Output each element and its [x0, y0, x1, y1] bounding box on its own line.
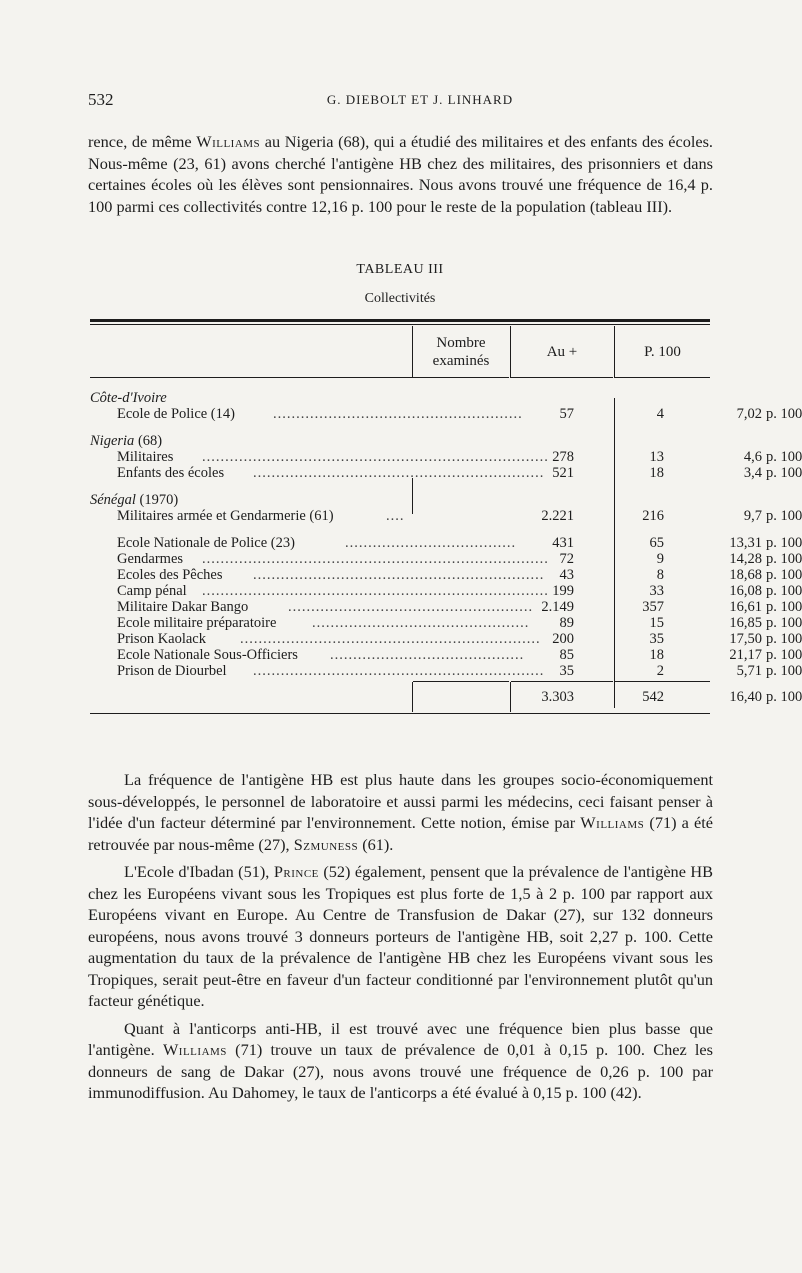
table-row: [90, 631, 802, 648]
cell-unit: p. 100: [766, 599, 802, 615]
cell-au: 18: [649, 465, 664, 481]
row-label: Militaires: [117, 449, 174, 465]
leader-dots: ...........................................................................: [202, 449, 549, 465]
cell-au: 65: [649, 535, 664, 551]
intro-text-3: enfants des écoles. Nous-même (23, 61) avons cherché l'antigène HB chez des militaires, des prisonniers et dans certaines écoles où les élèves sont pensionnaires. Nous avons trouvé une fréquence de 16,4 p. 100 parmi ces collectivités contre 12,16 p. 100 pour le reste de la population (tableau III).: [88, 132, 713, 216]
cell-unit: p. 100: [766, 647, 802, 663]
intro-text-2: au Nigeria (68), qui a étudié des militaires et des: [264, 132, 586, 151]
table-top-rule: [90, 319, 710, 322]
cell-au: 216: [642, 508, 664, 524]
intro-text-1: rence, de même: [88, 132, 192, 151]
row-label: Militaires armée et Gendarmerie (61): [117, 508, 334, 524]
author-ref: Williams: [580, 813, 645, 832]
cell-p: 9,7: [743, 508, 762, 524]
cell-p: 4,6: [743, 449, 762, 465]
cell-nombre: 43: [559, 567, 574, 583]
cell-p: 3,4: [743, 465, 762, 481]
leader-dots: ...............................................................: [253, 465, 545, 481]
cell-nombre: 278: [552, 449, 574, 465]
cell-unit: p. 100: [766, 583, 802, 599]
total-nombre: 3.303: [541, 689, 574, 705]
group-name: Côte-d'Ivoire: [90, 390, 167, 406]
cell-unit: p. 100: [766, 663, 802, 679]
leader-dots: ...........................................................................: [202, 551, 549, 567]
row-label: Prison Kaolack: [117, 631, 206, 647]
author-ref: Williams: [162, 1040, 227, 1059]
cell-p: 18,68: [729, 567, 762, 583]
row-label: Militaire Dakar Bango: [117, 599, 249, 615]
header-nombre: [413, 334, 509, 370]
cell-nombre: 35: [559, 663, 574, 679]
cell-au: 33: [649, 583, 664, 599]
table-bottom-rule: [90, 713, 710, 714]
cell-unit: p. 100: [766, 615, 802, 631]
row-label: Camp pénal: [117, 583, 187, 599]
table-row: [90, 406, 802, 423]
table-row: [90, 465, 802, 482]
cell-nombre: 89: [559, 615, 574, 631]
row-label: Prison de Diourbel: [117, 663, 227, 679]
cell-au: 35: [649, 631, 664, 647]
cell-nombre: 521: [552, 465, 574, 481]
leader-dots: ....: [386, 508, 405, 524]
author-ref: Prince: [273, 862, 319, 881]
total-rule-c: [511, 681, 613, 682]
leader-dots: .................................................................: [240, 631, 541, 647]
cell-p: 13,31: [729, 535, 762, 551]
table-row: [90, 647, 802, 664]
group-name: Sénégal: [90, 492, 136, 508]
cell-unit: p. 100: [766, 465, 802, 481]
table-row: [90, 599, 802, 616]
header-p100: P. 100: [644, 344, 681, 360]
cell-p: 16,61: [729, 599, 762, 615]
cell-unit: p. 100: [766, 567, 802, 583]
intro-paragraph: [88, 131, 713, 217]
cell-p: 17,50: [729, 631, 762, 647]
cell-p: 16,85: [729, 615, 762, 631]
table-row: [90, 615, 802, 632]
row-label: Ecoles des Pêches: [117, 567, 223, 583]
running-head: [0, 92, 800, 108]
cell-au: 4: [656, 406, 664, 422]
table-row: [90, 567, 802, 584]
cell-p: 16,08: [729, 583, 762, 599]
leader-dots: .....................................................: [288, 599, 534, 615]
cell-au: 2: [656, 663, 664, 679]
author-ref: Williams: [196, 132, 261, 151]
table-row: [90, 663, 802, 680]
header-rule-a: [90, 377, 412, 378]
cell-unit: p. 100: [766, 406, 802, 422]
row-label: Ecole militaire préparatoire: [117, 615, 277, 631]
cell-au: 8: [656, 567, 664, 583]
page-number: 532: [88, 90, 114, 109]
author-ref: Szmuness: [293, 834, 359, 854]
cell-unit: p. 100: [766, 508, 802, 524]
cell-unit: p. 100: [766, 449, 802, 465]
total-rule-d: [615, 681, 710, 682]
cell-p: 7,02: [736, 406, 762, 422]
running-head-text: G. DIEBOLT ET J. LINHARD: [326, 92, 514, 107]
cell-nombre: 85: [559, 647, 574, 663]
total-au: 542: [642, 689, 664, 705]
table-row: [90, 535, 802, 552]
body-text: [88, 769, 713, 1104]
row-label: Enfants des écoles: [117, 465, 225, 481]
group-ref: (68): [134, 433, 163, 449]
cell-nombre: 431: [552, 535, 574, 551]
cell-nombre: 199: [552, 583, 574, 599]
cell-unit: p. 100: [766, 631, 802, 647]
cell-p: 21,17: [729, 647, 762, 663]
paragraph-1: La fréquence de l'antigène HB est plus haute dans les groupes socio-économiquement sous-développés, le personnel de laboratoire et aussi parmi les médecins, ceci faisant penser à l'idée d'un facteur déterminé par l'environnement. Cette notion, émise par Williams (71) a été retrouvée par nous-même (27), Szmuness (61).: [88, 770, 714, 854]
group-row: [90, 390, 710, 407]
header-rule-c: [511, 377, 613, 378]
row-label: Ecole Nationale Sous-Officiers: [117, 647, 298, 663]
cell-unit: p. 100: [766, 551, 802, 567]
table-subtitle: Collectivités: [364, 291, 436, 306]
cell-nombre: 2.149: [541, 599, 574, 615]
group-ref: (1970): [135, 492, 179, 508]
table-title: TABLEAU III: [356, 262, 444, 277]
cell-au: 18: [649, 647, 664, 663]
total-rule-b: [413, 681, 509, 682]
leader-dots: ...............................................................: [253, 663, 545, 679]
cell-nombre: 200: [552, 631, 574, 647]
cell-nombre: 57: [559, 406, 574, 422]
table-row: [90, 583, 802, 600]
cell-p: 5,71: [736, 663, 762, 679]
cell-au: 13: [649, 449, 664, 465]
total-row: [90, 689, 802, 706]
leader-dots: ......................................................: [273, 406, 523, 422]
row-label: Ecole de Police (14): [117, 406, 235, 422]
table-row: [90, 551, 802, 568]
paragraph-3: Quant à l'anticorps anti-HB, il est trouvé avec une fréquence bien plus basse que l'antigène. Williams (71) trouve un taux de prévalence de 0,01 à 0,15 p. 100. Chez les donneurs de sang de Dakar (27), nous avons trouvé une fréquence de 0,26 p. 100 par immunodiffusion. Au Dahomey, le taux de l'anticorps a été évalué à 0,15 p. 100 (42).: [88, 1018, 713, 1102]
header-rule-b: [413, 377, 509, 378]
leader-dots: ...........................................................................: [202, 583, 549, 599]
header-au: Au +: [546, 344, 578, 360]
paragraph-2: L'Ecole d'Ibadan (51), Prince (52) également, pensent que la prévalence de l'antigène HB chez les Européens vivant sous les Tropiques est plus forte de 1,5 à 2 p. 100 par rapport aux Européens vivant en Europe. Au Centre de Transfusion de Dakar (27), sur 132 donneurs européens, nous avons trouvé 3 donneurs porteurs de l'antigène HB, soit 2,27 p. 100. Cette augmentation du taux de la prévalence de l'antigène HB chez les Européens vivant sous les Tropiques, serait peut-être en faveur d'un facteur conditionné par l'environnement plutôt qu'un facteur génétique.: [88, 862, 713, 1010]
cell-nombre: 2.221: [541, 508, 574, 524]
total-unit: p. 100: [766, 689, 802, 705]
row-label: Gendarmes: [117, 551, 184, 567]
cell-au: 15: [649, 615, 664, 631]
row-label: Ecole Nationale de Police (23): [117, 535, 295, 551]
cell-p: 14,28: [729, 551, 762, 567]
header-nombre-line1: Nombre: [436, 335, 486, 351]
header-nombre-line2: examinés: [432, 353, 490, 369]
leader-dots: ..........................................: [330, 647, 525, 663]
leader-dots: .....................................: [345, 535, 517, 551]
header-rule-d: [615, 377, 710, 378]
table-top-rule-thin: [90, 324, 710, 325]
table-row: [90, 449, 802, 466]
group-name: Nigeria: [90, 433, 135, 449]
cell-au: 9: [656, 551, 664, 567]
leader-dots: ...............................................: [312, 615, 530, 631]
leader-dots: ...............................................................: [253, 567, 545, 583]
total-p: 16,40: [729, 689, 762, 705]
cell-unit: p. 100: [766, 535, 802, 551]
cell-au: 357: [642, 599, 664, 615]
cell-nombre: 72: [559, 551, 574, 567]
group-row: [90, 433, 710, 450]
group-row: [90, 492, 710, 509]
table-row: [90, 508, 802, 525]
